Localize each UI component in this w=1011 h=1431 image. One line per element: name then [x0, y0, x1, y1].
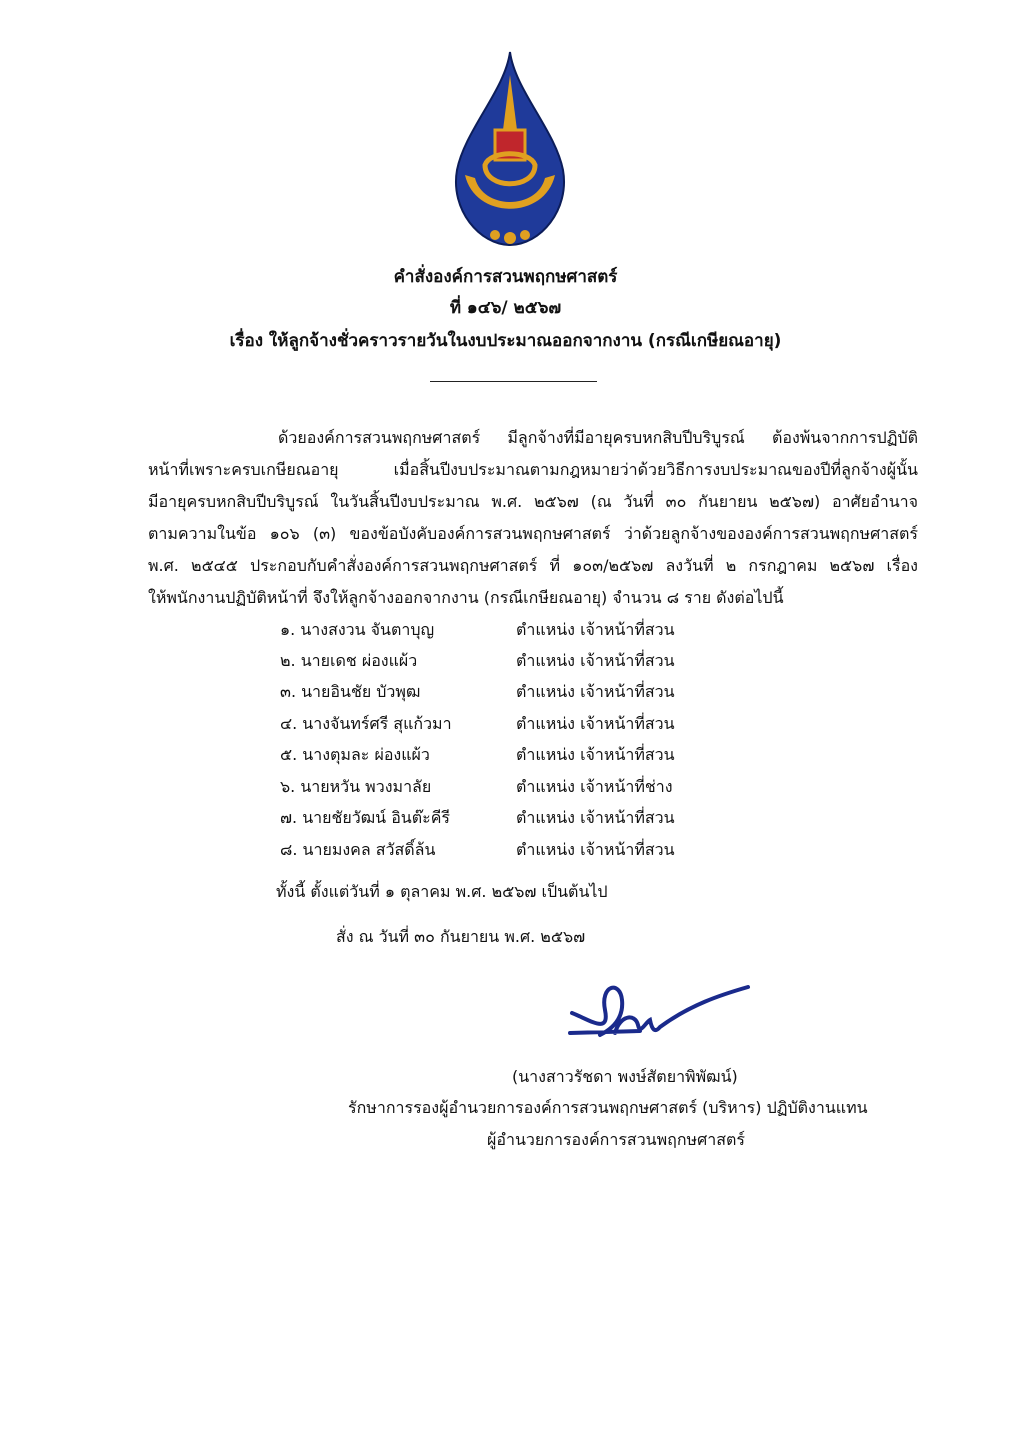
employee-name: ๒. นายเดช ผ่องแผ้ว	[280, 651, 418, 670]
employee-name: ๖. นายหวัน พวงมาลัย	[280, 777, 432, 796]
document-subject: เรื่อง ให้ลูกจ้างชั่วคราวรายวันในงบประมาณออกจากงาน (กรณีเกษียณอายุ)	[229, 331, 782, 351]
body-line: พ.ศ. ๒๕๔๕ ประกอบกับคำสั่งองค์การสวนพฤกษศาสตร์ ที่ ๑๐๓/๒๕๖๗ ลงวันที่ ๒ กรกฎาคม ๒๕๖๗ เรื่อง	[148, 556, 918, 575]
document-title: คำสั่งองค์การสวนพฤกษศาสตร์	[393, 267, 618, 287]
employee-name: ๑. นางสงวน จันตาบุญ	[280, 620, 435, 639]
employee-position: ตำแหน่ง เจ้าหน้าที่ช่าง	[516, 777, 673, 796]
order-date: สั่ง ณ วันที่ ๓๐ กันยายน พ.ศ. ๒๕๖๗	[336, 927, 586, 946]
signature	[560, 975, 760, 1045]
signatory-name: (นางสาวรัชดา พงษ์สัตยาพิพัฒน์)	[512, 1067, 738, 1086]
employee-name: ๗. นายชัยวัฒน์ อินต๊ะคีรี	[280, 808, 451, 827]
employee-position: ตำแหน่ง เจ้าหน้าที่สวน	[516, 745, 675, 764]
document-number: ที่ ๑๔๖/ ๒๕๖๗	[449, 298, 562, 318]
employee-name: ๕. นางตุมละ ผ่องแผ้ว	[280, 745, 430, 764]
employee-position: ตำแหน่ง เจ้าหน้าที่สวน	[516, 651, 675, 670]
employee-position: ตำแหน่ง เจ้าหน้าที่สวน	[516, 840, 675, 859]
employee-name: ๘. นายมงคล สวัสดิ์ล้น	[280, 840, 436, 859]
employee-position: ตำแหน่ง เจ้าหน้าที่สวน	[516, 714, 675, 733]
signatory-title: รักษาการรองผู้อำนวยการองค์การสวนพฤกษศาสตร์ (บริหาร) ปฏิบัติงานแทน	[348, 1098, 868, 1117]
divider	[430, 381, 597, 382]
body-line: มีอายุครบหกสิบปีบริบูรณ์ ในวันสิ้นปีงบประมาณ พ.ศ. ๒๕๖๗ (ณ วันที่ ๓๐ กันยายน ๒๕๖๗) อาศัยอำนาจ	[148, 492, 918, 511]
body-line: ตามความในข้อ ๑๐๖ (๓) ของข้อบังคับองค์การสวนพฤกษศาสตร์ ว่าด้วยลูกจ้างขององค์การสวนพฤกษศาสตร์	[148, 524, 918, 543]
signatory-title: ผู้อำนวยการองค์การสวนพฤกษศาสตร์	[487, 1130, 745, 1149]
body-line: ด้วยองค์การสวนพฤกษศาสตร์ มีลูกจ้างที่มีอายุครบหกสิบปีบริบูรณ์ ต้องพ้นจากการปฏิบัติ	[278, 428, 918, 447]
body-line: หน้าที่เพราะครบเกษียณอายุ เมื่อสิ้นปีงบประมาณตามกฎหมายว่าด้วยวิธีการงบประมาณของปีที่ลูกจ้างผู้นั้น	[148, 460, 918, 479]
employee-position: ตำแหน่ง เจ้าหน้าที่สวน	[516, 682, 675, 701]
employee-position: ตำแหน่ง เจ้าหน้าที่สวน	[516, 808, 675, 827]
employee-position: ตำแหน่ง เจ้าหน้าที่สวน	[516, 620, 675, 639]
employee-name: ๓. นายอินชัย บัวพุฒ	[280, 682, 421, 701]
employee-name: ๔. นางจันทร์ศรี สุแก้วมา	[280, 714, 452, 733]
organization-logo	[445, 50, 575, 250]
body-line: ให้พนักงานปฏิบัติหน้าที่ จึงให้ลูกจ้างออกจากงาน (กรณีเกษียณอายุ) จำนวน ๘ ราย ดังต่อไปนี้	[148, 588, 784, 607]
effective-date: ทั้งนี้ ตั้งแต่วันที่ ๑ ตุลาคม พ.ศ. ๒๕๖๗ เป็นต้นไป	[276, 882, 608, 901]
